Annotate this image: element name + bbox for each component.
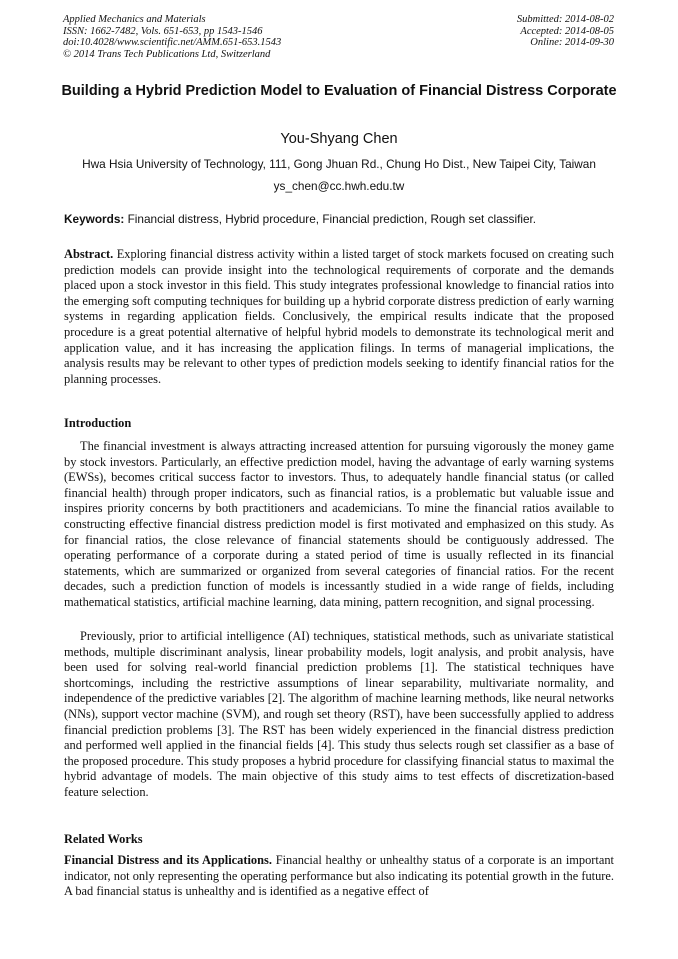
paper-title: Building a Hybrid Prediction Model to Evaluation of Financial Distress Corporate	[61, 83, 617, 99]
issn-line: ISSN: 1662-7482, Vols. 651-653, pp 1543-1546	[63, 25, 263, 37]
abstract	[64, 247, 614, 387]
introduction-paragraph-2	[64, 629, 614, 801]
submitted-date: Submitted: 2014-08-02	[516, 14, 614, 25]
journal-header	[63, 14, 281, 60]
affiliation: Hwa Hsia University of Technology, 111, Gong Jhuan Rd., Chung Ho Dist., New Taipei City, Taiwan	[82, 157, 596, 171]
accepted-date: Accepted: 2014-08-05	[520, 25, 614, 37]
abstract-label: Abstract.	[64, 247, 114, 261]
journal-name: Applied Mechanics and Materials	[63, 14, 206, 25]
paragraph-text: Financial healthy or unhealthy status of a corporate is an important indicator, not only representing the operating performance but also indicating its potential growth in the future. A bad financial status is unhealthy and is identified as a negative effect of	[64, 853, 614, 899]
keywords-label: Keywords:	[64, 212, 125, 226]
author-email: ys_chen@cc.hwh.edu.tw	[273, 179, 405, 193]
online-date: Online: 2014-09-30	[530, 37, 614, 49]
paragraph-text: The financial investment is always attracting increased attention for pursuing vigorously the money game by stock investors. Particularly, an effective prediction model, having the advantage of early warning systems (EWSs), becomes critical success factor to investors. Thus, to adequately handle financial status (or called financial health) through proper indicators, such as financial ratios, is a problematic but valuable issue and inspires priority concerns by both practitioners and academicians. To mine the financial ratios available to constructing effective financial distress prediction model is first motivated and emphasized on this study. As for financial ratios, the close relevance of financial statements should be contiguously addressed. The operating performance of a corporate during a stated period of time is usually reflected in its financial statements, which are summarized or organized from several categories of financial ratios. For the recent decades, such a prediction function of models is incessantly studied in a wide range of fields, including mathematical statistics, artificial machine learning, data mining, pattern recognition, and signal processing.	[64, 439, 614, 609]
author-name: You-Shyang Chen	[280, 131, 398, 147]
paragraph-text: Previously, prior to artificial intelligence (AI) techniques, statistical methods, such as univariate statistical methods, multiple discriminant analysis, linear probability models, logit analysis, and probit analysis, have been used for solving real-world financial prediction problems [1]. The statistical techniques have shortcomings, including the restrictive assumptions of linear separability, multivariate normality, and independence of the predictive variables [2]. The algorithm of machine learning methods, like neural networks (NNs), support vector machine (SVM), and rough set theory (RST), have been successfully applied to address financial prediction problems [3]. The RST has been widely experienced in the financial distress prediction and performed well applied in the financial fields [4]. This study thus selects rough set classifier as a base of the proposed procedure. This study proposes a hybrid procedure for classifying financial status to maximal the hybrid advantage of models. The main objective of this study aims to test effects of discretization-based feature selection.	[64, 629, 614, 799]
copyright-line: © 2014 Trans Tech Publications Ltd, Switzerland	[63, 48, 271, 60]
keywords-text: Financial distress, Hybrid procedure, Financial prediction, Rough set classifier.	[124, 212, 537, 226]
related-works-paragraph	[64, 853, 614, 900]
runin-heading: Financial Distress and its Applications.	[64, 853, 272, 867]
introduction-heading: Introduction	[64, 416, 132, 430]
doi-line: doi:10.4028/www.scientific.net/AMM.651-653.1543	[63, 37, 282, 49]
related-works-heading: Related Works	[64, 832, 143, 846]
introduction-paragraph-1	[64, 439, 614, 611]
abstract-text: Exploring financial distress activity within a listed target of stock markets focused on creating such prediction models can provide insight into the technological requirements of corporate and the demands placed upon a stock investor in this field. This study integrates professional knowledge to financial ratios into the emerging soft computing techniques for building up a hybrid corporate distress prediction of early warning systems in regarding application fields. Conclusively, the empirical results indicate that the proposed procedure is a great potential alternative of helpful hybrid models to demonstrate its technological merit and application value, and it has increasing the application filings. In terms of managerial implications, the analysis results may be relevant to other types of prediction models seeking to identify financial ratios for the planning processes.	[64, 247, 614, 386]
dates-header	[517, 14, 614, 49]
keywords	[64, 212, 624, 226]
